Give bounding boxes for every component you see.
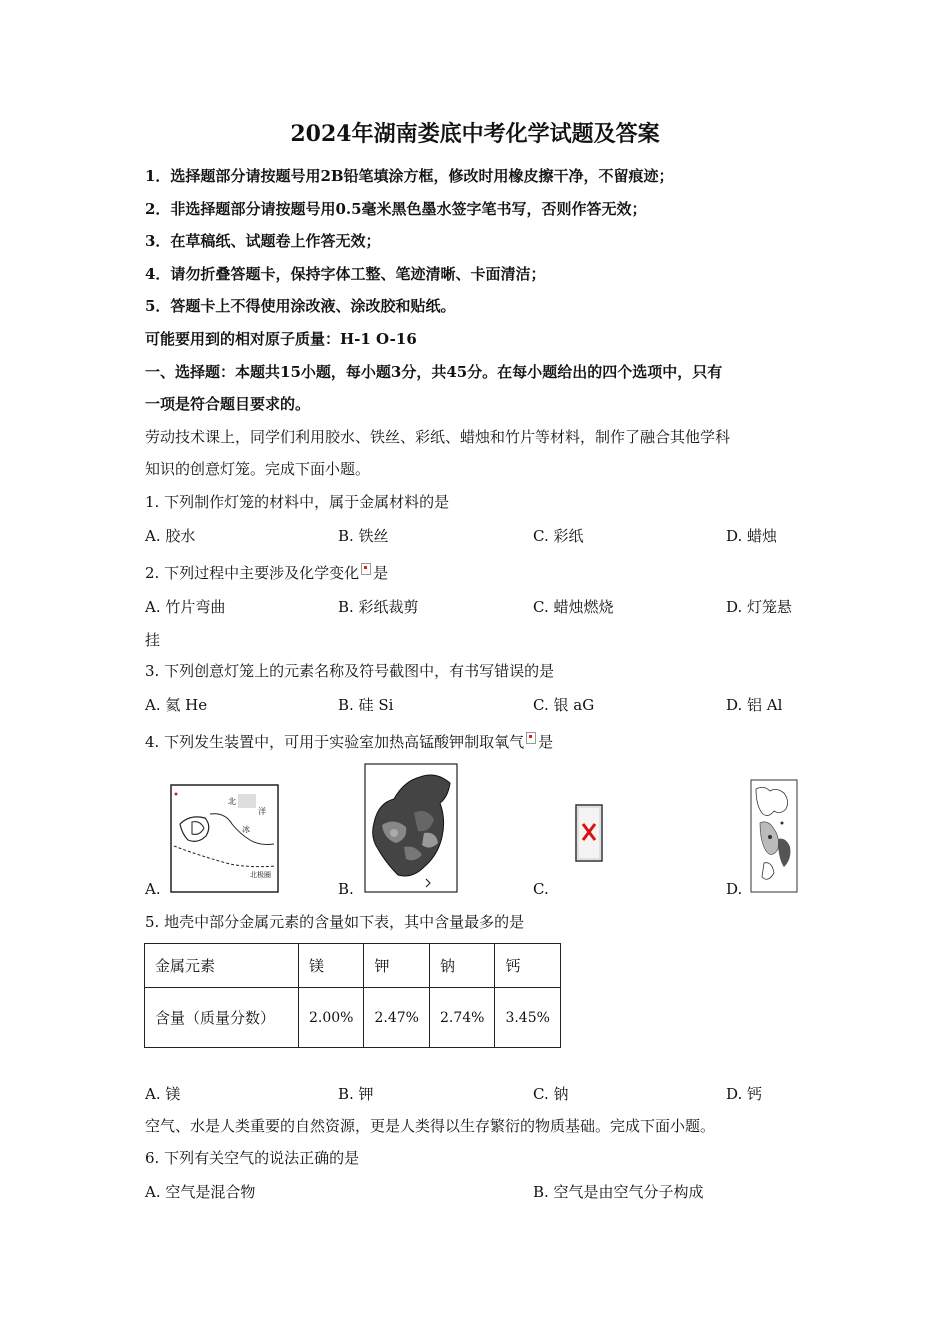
broken-image-icon <box>526 732 536 744</box>
section-heading-line1: 一、选择题：本题共15小题，每小题3分，共45分。在每小题给出的四个选项中，只有 <box>145 363 723 381</box>
q1-stem: 1. 下列制作灯笼的材料中，属于金属材料的是 <box>145 493 450 511</box>
q4-stem-text: 4. 下列发生装置中，可用于实验室加热高锰酸钾制取氧气 <box>145 733 525 751</box>
table-cell: 2.47% <box>364 988 429 1048</box>
table-cell: 2.00% <box>299 988 364 1048</box>
q5-option-a: A. 镁 <box>145 1085 181 1103</box>
instruction-1: 1．选择题部分请按题号用2B铅笔填涂方框，修改时用橡皮擦干净，不留痕迹； <box>145 167 674 185</box>
q4-figure-b-map <box>364 763 458 897</box>
q2-option-d-wrap: 挂 <box>145 631 161 649</box>
q2-stem-end: 是 <box>373 564 389 582</box>
q1-option-b: B. 铁丝 <box>338 527 389 545</box>
table-cell: 钾 <box>364 944 429 988</box>
q4-figure-c-placeholder <box>575 804 603 866</box>
q4-figure-d-map <box>750 779 798 897</box>
q2-option-d: D. 灯笼悬 <box>726 598 793 616</box>
table-cell: 钠 <box>429 944 494 988</box>
q2-option-b: B. 彩纸裁剪 <box>338 598 419 616</box>
context-air-water: 空气、水是人类重要的自然资源，更是人类得以生存繁衍的物质基础。完成下面小题。 <box>145 1117 716 1135</box>
instruction-3: 3．在草稿纸、试题卷上作答无效； <box>145 232 381 250</box>
metal-content-table <box>144 943 561 1048</box>
q5-option-d: D. 钙 <box>726 1085 763 1103</box>
q6-stem: 6. 下列有关空气的说法正确的是 <box>145 1149 360 1167</box>
q4-option-b: B. <box>338 880 354 898</box>
q2-stem-text: 2. 下列过程中主要涉及化学变化 <box>145 564 360 582</box>
table-header-row <box>145 944 561 988</box>
table-cell: 镁 <box>299 944 364 988</box>
q2-option-c: C. 蜡烛燃烧 <box>533 598 614 616</box>
q5-option-c: C. 钠 <box>533 1085 569 1103</box>
page-title: 2024年湖南娄底中考化学试题及答案 <box>290 121 660 147</box>
context-lantern-line1: 劳动技术课上，同学们利用胶水、铁丝、彩纸、蜡烛和竹片等材料，制作了融合其他学科 <box>145 428 731 446</box>
instruction-5: 5．答题卡上不得使用涂改液、涂改胶和贴纸。 <box>145 297 456 315</box>
q1-option-a: A. 胶水 <box>145 527 196 545</box>
q2-stem <box>145 563 388 583</box>
instruction-2: 2．非选择题部分请按题号用0.5毫米黑色墨水签字笔书写，否则作答无效； <box>145 200 647 218</box>
q1-option-d: D. 蜡烛 <box>726 527 778 545</box>
q3-option-b: B. 硅 Si <box>338 696 394 714</box>
q3-option-c: C. 银 aG <box>533 696 595 714</box>
map-label-ice: 冰 <box>242 825 250 834</box>
table-cell: 含量（质量分数） <box>145 988 299 1048</box>
q2-option-a: A. 竹片弯曲 <box>145 598 226 616</box>
q3-option-d: D. 铝 Al <box>726 696 783 714</box>
map-label-north: 北 <box>228 797 236 806</box>
q1-option-c: C. 彩纸 <box>533 527 584 545</box>
q4-figure-a-map <box>170 784 280 894</box>
map-label-ocean: 洋 <box>258 807 266 816</box>
atomic-mass-note: 可能要用到的相对原子质量：H-1 O-16 <box>145 330 417 348</box>
q5-option-b: B. 钾 <box>338 1085 374 1103</box>
q3-stem: 3. 下列创意灯笼上的元素名称及符号截图中，有书写错误的是 <box>145 662 555 680</box>
q4-stem <box>145 732 553 752</box>
q6-option-b: B. 空气是由空气分子构成 <box>533 1183 704 1201</box>
q3-option-a: A. 氦 He <box>145 696 208 714</box>
instruction-4: 4．请勿折叠答题卡，保持字体工整、笔迹清晰、卡面清洁； <box>145 265 546 283</box>
context-lantern-line2: 知识的创意灯笼。完成下面小题。 <box>145 460 371 478</box>
table-cell: 金属元素 <box>145 944 299 988</box>
broken-image-icon <box>361 563 371 575</box>
table-cell: 钙 <box>495 944 560 988</box>
map-label-arctic-circle: 北极圈 <box>250 871 271 879</box>
q6-option-a: A. 空气是混合物 <box>145 1183 256 1201</box>
table-row <box>145 988 561 1048</box>
table-cell: 2.74% <box>429 988 494 1048</box>
q5-stem: 5. 地壳中部分金属元素的含量如下表，其中含量最多的是 <box>145 913 525 931</box>
q4-option-c: C. <box>533 880 549 898</box>
table-cell: 3.45% <box>495 988 560 1048</box>
q4-stem-end: 是 <box>538 733 554 751</box>
section-heading-line2: 一项是符合题目要求的。 <box>145 395 311 413</box>
q4-option-d: D. <box>726 880 743 898</box>
q4-option-a: A. <box>145 880 161 898</box>
